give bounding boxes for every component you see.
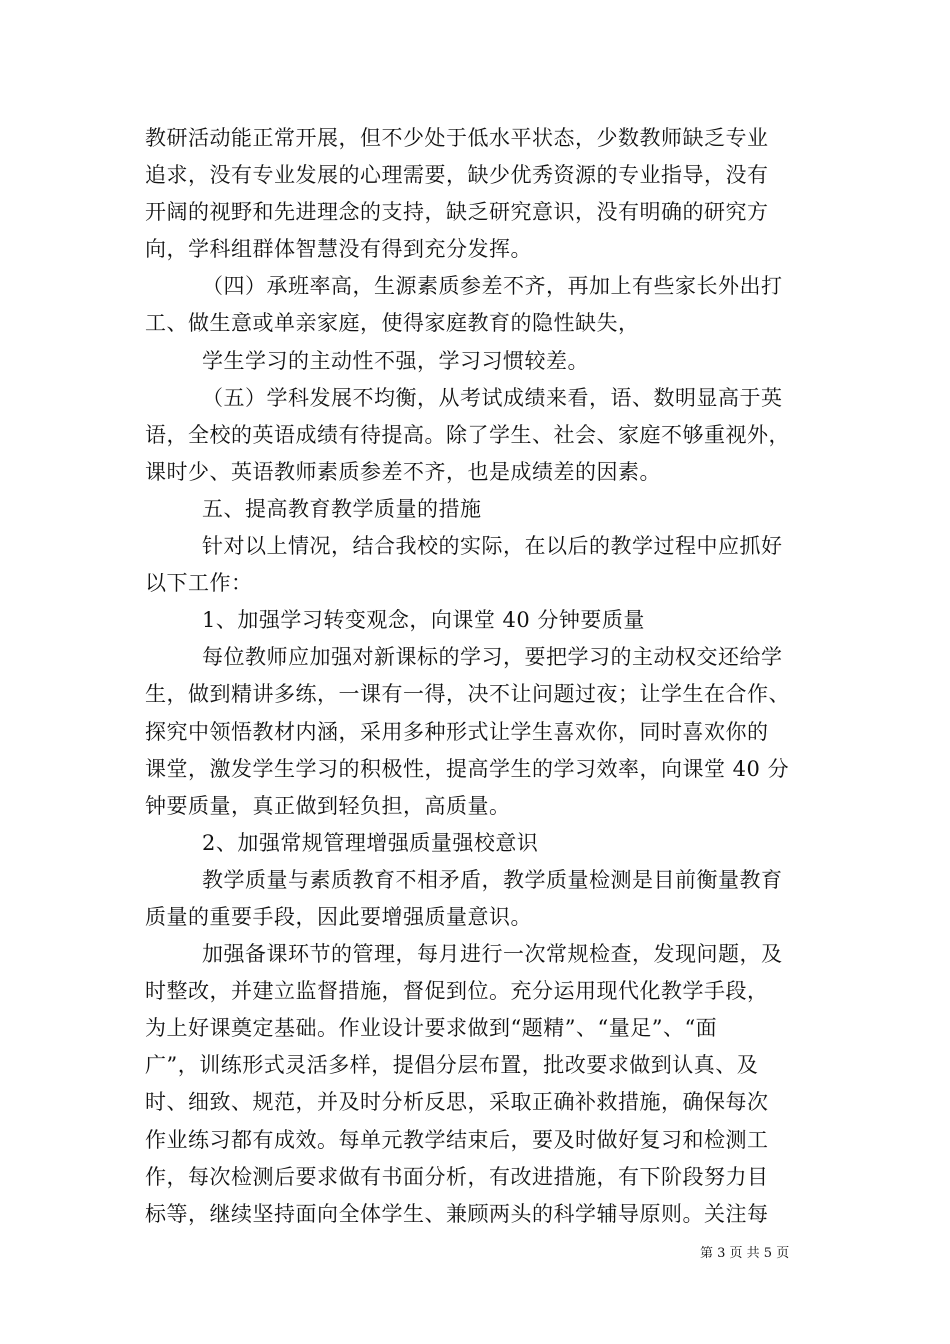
- text-line: 生，做到精讲多练，一课有一得，决不让问题过夜；让学生在合作、: [145, 682, 790, 707]
- text-line: 质量的重要手段，因此要增强质量意识。: [145, 904, 532, 929]
- text-line: 作，每次检测后要求做有书面分析，有改进措施，有下阶段努力目: [145, 1164, 769, 1189]
- text-line: 工、做生意或单亲家庭，使得家庭教育的隐性缺失，: [145, 311, 640, 336]
- text-line: 以下工作：: [145, 571, 253, 596]
- paragraph-start-line: 针对以上情况，结合我校的实际，在以后的教学过程中应抓好: [202, 534, 783, 559]
- paragraph-start-line: 加强备课环节的管理，每月进行一次常规检查，发现问题，及: [202, 942, 783, 967]
- paragraph-start-line: （四）承班率高，生源素质参差不齐，再加上有些家长外出打: [202, 274, 783, 299]
- text-line: 语，全校的英语成绩有待提高。除了学生、社会、家庭不够重视外，: [145, 422, 790, 447]
- text-line: 为上好课奠定基础。作业设计要求做到“题精”、“量足”、“面: [145, 1016, 718, 1041]
- text-line: 教研活动能正常开展，但不少处于低水平状态，少数教师缺乏专业: [145, 126, 769, 150]
- text-line: 钟要质量，真正做到轻负担，高质量。: [145, 793, 511, 818]
- page-number-footer: 第 3 页 共 5 页: [700, 1246, 790, 1261]
- subsection-heading: 1、加强学习转变观念，向课堂 40 分钟要质量: [202, 608, 645, 633]
- subsection-heading: 2、加强常规管理增强质量强校意识: [202, 830, 539, 855]
- text-line: 广”，训练形式灵活多样，提倡分层布置，批改要求做到认真、及: [145, 1053, 759, 1078]
- paragraph-start-line: （五）学科发展不均衡，从考试成绩来看，语、数明显高于英: [202, 385, 783, 410]
- text-line: 课堂，激发学生学习的积极性，提高学生的学习效率，向课堂 40 分: [145, 756, 790, 781]
- text-line: 探究中领悟教材内涵，采用多种形式让学生喜欢你，同时喜欢你的: [145, 719, 769, 744]
- paragraph-start-line: 教学质量与素质教育不相矛盾，教学质量检测是目前衡量教育: [202, 867, 783, 892]
- text-line: 时、细致、规范，并及时分析反思，采取正确补救措施，确保每次: [145, 1090, 769, 1115]
- text-line: 开阔的视野和先进理念的支持，缺乏研究意识，没有明确的研究方: [145, 200, 769, 225]
- text-line: 时整改，并建立监督措施，督促到位。充分运用现代化教学手段，: [145, 979, 769, 1004]
- section-heading: 五、提高教育教学质量的措施: [202, 496, 482, 521]
- paragraph-start-line: 每位教师应加强对新课标的学习，要把学习的主动权交还给学: [202, 645, 783, 670]
- text-line: 追求，没有专业发展的心理需要，缺少优秀资源的专业指导，没有: [145, 163, 769, 188]
- text-line: 作业练习都有成效。每单元教学结束后，要及时做好复习和检测工: [145, 1127, 769, 1152]
- text-line: 课时少、英语教师素质参差不齐，也是成绩差的因素。: [145, 459, 661, 484]
- text-line: 标等，继续坚持面向全体学生、兼顾两头的科学辅导原则。关注每: [145, 1201, 769, 1226]
- document-body: [145, 120, 815, 1233]
- paragraph-start-line: 学生学习的主动性不强，学习习惯较差。: [202, 348, 589, 373]
- text-line: 向，学科组群体智慧没有得到充分发挥。: [145, 237, 532, 262]
